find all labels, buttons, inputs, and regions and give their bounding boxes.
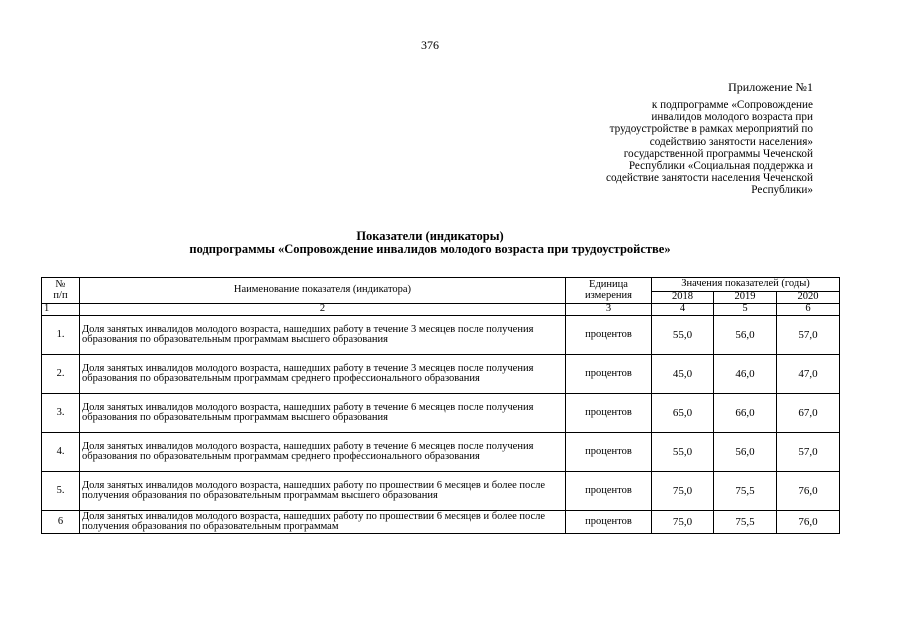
appendix-line: трудоустройстве в рамках мероприятий по <box>609 123 813 136</box>
appendix-line: Республики» <box>751 184 813 197</box>
row-value-2020: 47,0 <box>777 355 840 394</box>
row-num: 3. <box>42 394 80 433</box>
row-name: Доля занятых инвалидов молодого возраста, нашедших работу в течение 3 месяцев после получения образования по образовательным программам среднего профессионального образования <box>80 355 566 394</box>
header-name: Наименование показателя (индикатора) <box>80 278 566 304</box>
table-row <box>42 394 840 433</box>
appendix-line: содействие занятости населения Чеченской <box>606 172 813 185</box>
appendix-line: инвалидов молодого возраста при <box>651 111 813 124</box>
header-num-text: № п/п <box>53 279 68 301</box>
row-num: 4. <box>42 433 80 472</box>
table-header-row <box>42 278 840 292</box>
appendix-text <box>543 99 813 197</box>
row-num: 2. <box>42 355 80 394</box>
appendix-title: Приложение №1 <box>728 80 813 94</box>
appendix-line: государственной программы Чеченской <box>623 147 813 160</box>
row-name: Доля занятых инвалидов молодого возраста, нашедших работу по прошествии 6 месяцев и более после получения образования по образовательным программам высшего образования <box>80 472 566 511</box>
column-number: 4 <box>652 304 714 316</box>
row-value-2019: 66,0 <box>714 394 777 433</box>
page-number: 376 <box>421 38 439 52</box>
table-row <box>42 433 840 472</box>
appendix-line: Республики «Социальная поддержка и <box>628 160 813 173</box>
table-row <box>42 316 840 355</box>
row-unit: процентов <box>566 316 652 355</box>
header-unit-text: Единица измерения <box>585 279 632 301</box>
table-row <box>42 472 840 511</box>
row-value-2018: 75,0 <box>652 511 714 534</box>
row-name: Доля занятых инвалидов молодого возраста, нашедших работу в течение 3 месяцев после получения образования по образовательным программам высшего образования <box>80 316 566 355</box>
row-unit: процентов <box>566 511 652 534</box>
appendix-line: содействию занятости населения» <box>649 135 813 148</box>
table-row <box>42 355 840 394</box>
row-unit: процентов <box>566 394 652 433</box>
row-name: Доля занятых инвалидов молодого возраста, нашедших работу в течение 6 месяцев после получения образования по образовательным программам высшего образования <box>80 394 566 433</box>
header-year: 2018 <box>652 292 714 304</box>
row-value-2020: 76,0 <box>777 472 840 511</box>
row-value-2020: 76,0 <box>777 511 840 534</box>
header-num <box>42 278 80 304</box>
column-number: 3 <box>566 304 652 316</box>
row-value-2018: 75,0 <box>652 472 714 511</box>
appendix-line: к подпрограмме «Сопровождение <box>651 99 813 111</box>
header-unit <box>566 278 652 304</box>
row-value-2018: 55,0 <box>652 433 714 472</box>
document-title-line2: подпрограммы «Сопровождение инвалидов молодого возраста при трудоустройстве» <box>189 242 671 256</box>
document-title-line1: Показатели (индикаторы) <box>356 229 504 243</box>
column-number: 1 <box>42 304 80 316</box>
row-num: 5. <box>42 472 80 511</box>
row-unit: процентов <box>566 433 652 472</box>
column-number: 6 <box>777 304 840 316</box>
row-value-2020: 57,0 <box>777 316 840 355</box>
row-value-2019: 56,0 <box>714 316 777 355</box>
table-row <box>42 511 840 534</box>
row-value-2018: 65,0 <box>652 394 714 433</box>
column-numbers-row <box>42 304 840 316</box>
row-value-2018: 45,0 <box>652 355 714 394</box>
header-year: 2019 <box>714 292 777 304</box>
column-number: 2 <box>80 304 566 316</box>
row-value-2019: 75,5 <box>714 472 777 511</box>
document-title <box>0 230 860 256</box>
column-number: 5 <box>714 304 777 316</box>
row-unit: процентов <box>566 355 652 394</box>
row-unit: процентов <box>566 472 652 511</box>
indicators-table <box>41 277 840 534</box>
row-value-2020: 67,0 <box>777 394 840 433</box>
row-num: 6 <box>42 511 80 534</box>
row-name: Доля занятых инвалидов молодого возраста, нашедших работу по прошествии 6 месяцев и более после получения образования по образовательным программам <box>80 511 566 534</box>
row-value-2019: 46,0 <box>714 355 777 394</box>
row-value-2019: 75,5 <box>714 511 777 534</box>
header-values-group: Значения показателей (годы) <box>652 278 840 292</box>
row-num: 1. <box>42 316 80 355</box>
header-year: 2020 <box>777 292 840 304</box>
row-value-2018: 55,0 <box>652 316 714 355</box>
row-value-2019: 56,0 <box>714 433 777 472</box>
row-name: Доля занятых инвалидов молодого возраста, нашедших работу в течение 6 месяцев после получения образования по образовательным программам среднего профессионального образования <box>80 433 566 472</box>
row-value-2020: 57,0 <box>777 433 840 472</box>
